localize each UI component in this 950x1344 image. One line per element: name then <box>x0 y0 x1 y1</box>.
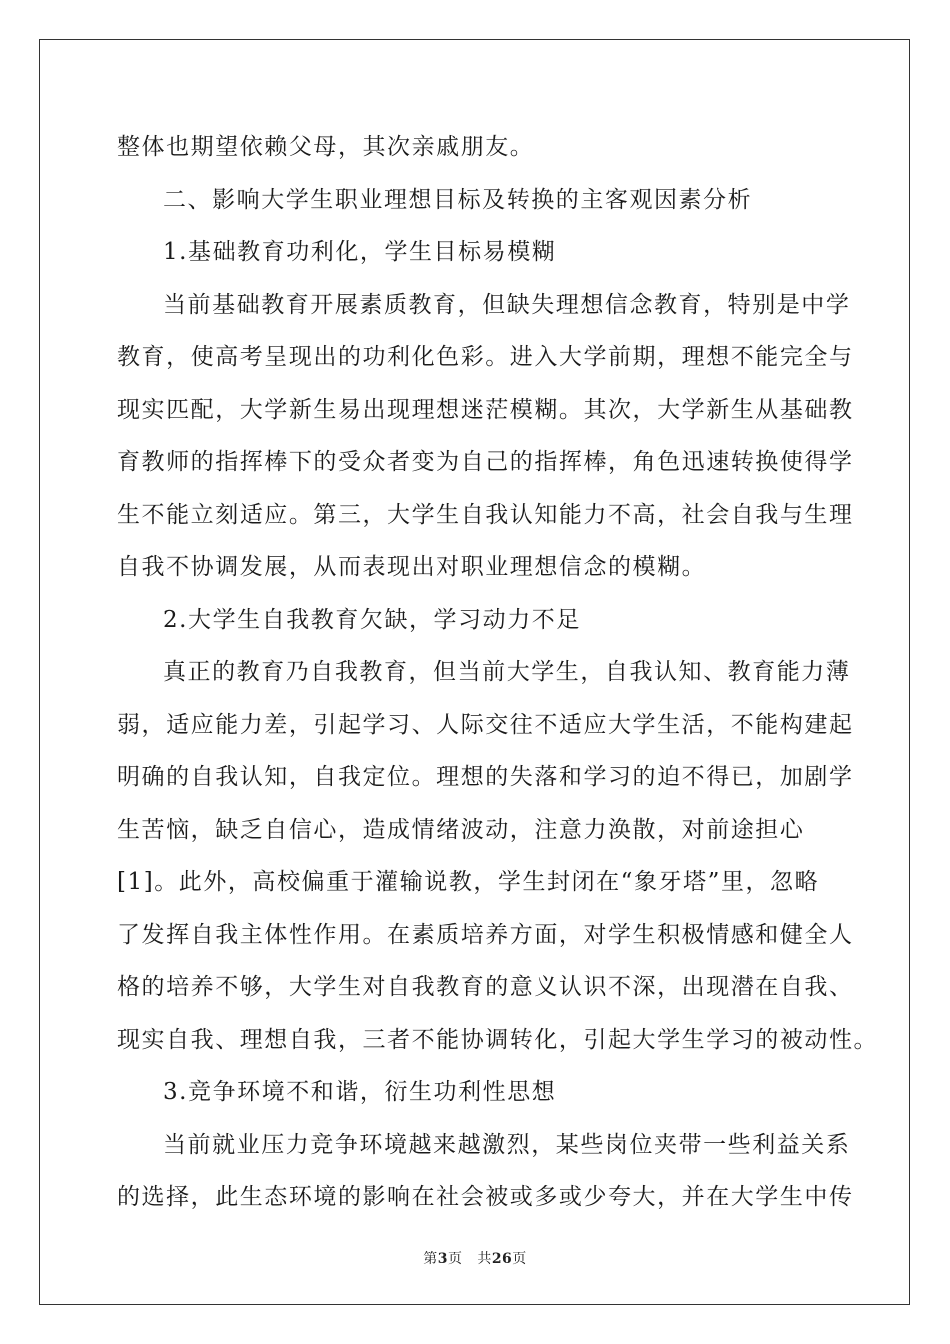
text-line: 弱，适应能力差，引起学习、人际交往不适应大学生活，不能构建起 <box>117 711 854 738</box>
total-prefix: 共 <box>477 1251 492 1267</box>
page-unit: 页 <box>447 1251 463 1267</box>
text-line: 3.竞争环境不和谐，衍生功利性思想 <box>163 1079 557 1105</box>
text-line: 明确的自我认知，自我定位。理想的失落和学习的迫不得已，加剧学 <box>117 764 854 790</box>
text-line: 当前基础教育开展素质教育，但缺失理想信念教育，特别是中学 <box>163 291 851 318</box>
text-line: 2.大学生自我教育欠缺，学习动力不足 <box>163 606 581 633</box>
text-line: 格的培养不够，大学生对自我教育的意义认识不深，出现潜在自我、 <box>117 974 854 1000</box>
total-pages-number: 26 <box>491 1251 513 1267</box>
document-body <box>117 121 879 1224</box>
text-line: 的选择，此生态环境的影响在社会被或多或少夸大，并在大学生中传 <box>117 1184 854 1210</box>
text-line: 1.基础教育功利化，学生目标易模糊 <box>163 239 557 265</box>
text-line: 生苦恼，缺乏自信心，造成情绪波动，注意力涣散，对前途担心 <box>117 816 805 843</box>
text-line: 自我不协调发展，从而表现出对职业理想信念的模糊。 <box>117 554 707 580</box>
text-line: 二、影响大学生职业理想目标及转换的主客观因素分析 <box>163 186 753 213</box>
text-line: 了发挥自我主体性作用。在素质培养方面，对学生积极情感和健全人 <box>117 921 854 948</box>
text-line: 当前就业压力竞争环境越来越激烈，某些岗位夹带一些利益关系 <box>163 1131 851 1158</box>
text-line: 育教师的指挥棒下的受众者变为自己的指挥棒，角色迅速转换使得学 <box>117 449 854 475</box>
page-footer <box>0 1248 950 1268</box>
total-unit: 页 <box>512 1251 527 1267</box>
text-line: 生不能立刻适应。第三，大学生自我认知能力不高，社会自我与生理 <box>117 501 854 528</box>
page-prefix: 第 <box>423 1251 438 1267</box>
current-page-number: 3 <box>437 1251 448 1267</box>
text-line: 整体也期望依赖父母，其次亲戚朋友。 <box>117 134 535 160</box>
text-line: 真正的教育乃自我教育，但当前大学生，自我认知、教育能力薄 <box>163 659 851 685</box>
text-line: 现实匹配，大学新生易出现理想迷茫模糊。其次，大学新生从基础教 <box>117 396 854 423</box>
text-line: 教育，使高考呈现出的功利化色彩。进入大学前期，理想不能完全与 <box>117 344 854 370</box>
text-line: [1]。此外，高校偏重于灌输说教，学生封闭在“象牙塔”里，忽略 <box>117 869 820 895</box>
text-line: 现实自我、理想自我，三者不能协调转化，引起大学生学习的被动性。 <box>117 1026 879 1053</box>
